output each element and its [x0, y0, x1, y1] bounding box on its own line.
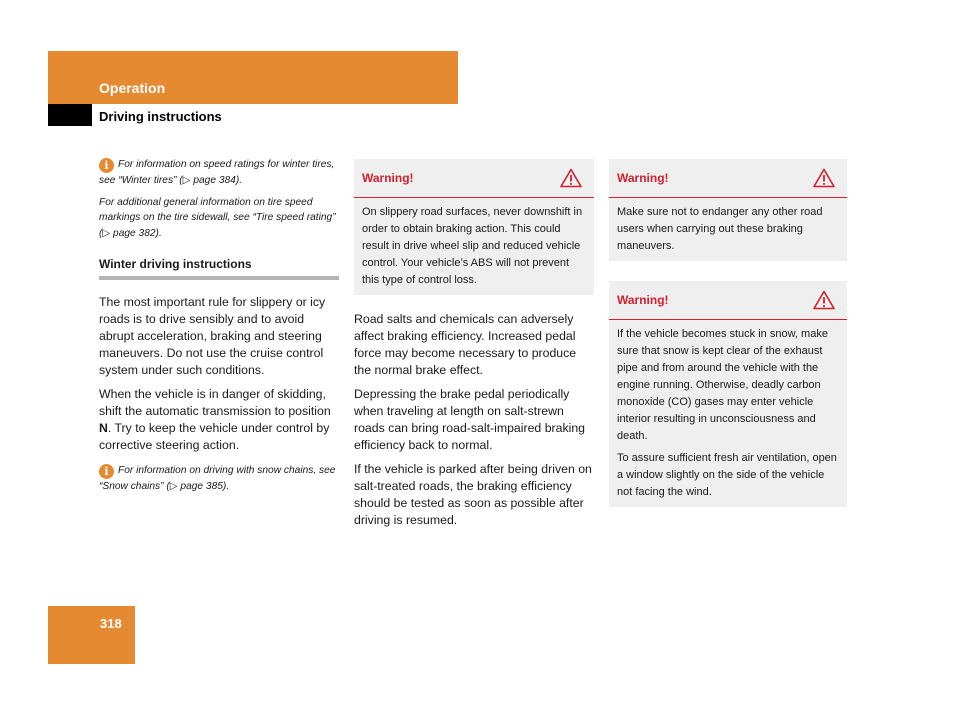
info-note-tire-speed: For additional general information on tire speed markings on the tire sidewall, see “Tire speed rating” (▷ page 382).: [99, 196, 336, 239]
warning-header: [609, 159, 847, 198]
warning-triangle-icon: [813, 168, 835, 188]
warning-header: [354, 159, 594, 198]
warning-box-road-users: [609, 159, 847, 261]
column-middle: [354, 159, 594, 529]
warning-header: [609, 281, 847, 320]
warning-body: [609, 198, 847, 261]
warning-label: Warning!: [617, 293, 669, 307]
header-bar: [48, 51, 458, 104]
warning-label: Warning!: [617, 171, 669, 185]
column-left: [99, 157, 339, 495]
info-note-speed-ratings: [99, 157, 339, 189]
warning-label: Warning!: [362, 171, 414, 185]
warning-text-exhaust: If the vehicle becomes stuck in snow, make sure that snow is kept clear of the exhaust pipe and from around the vehicle with the engine running. Otherwise, deadly carbon monoxide (CO) gases may enter vehicle interior resulting in unconsciousness and death.: [617, 328, 828, 442]
paragraph-parked-vehicle: If the vehicle is parked after being driven on salt-treated roads, the braking efficiency should be tested as soon as possible after driving is resumed.: [354, 462, 592, 527]
warning-body: [609, 320, 847, 507]
section-title: Operation: [99, 80, 166, 96]
warning-text-ventilation: To assure sufficient fresh air ventilation, open a window slightly on the side of the vehicle not facing the wind.: [617, 452, 837, 498]
paragraph-slippery-roads: The most important rule for slippery or icy roads is to drive sensibly and to avoid abrupt acceleration, braking and steering maneuvers. Do not use the cruise control system under such conditions.: [99, 295, 326, 377]
paragraph-skidding-post: . Try to keep the vehicle under control by corrective steering action.: [99, 421, 330, 452]
warning-body: [354, 198, 594, 295]
info-note-text: For information on driving with snow chains, see “Snow chains” (▷ page 385).: [99, 465, 336, 492]
page-number-box: [48, 606, 135, 664]
info-icon: i: [99, 158, 114, 173]
paragraph-skidding: [99, 386, 339, 454]
page-number: 318: [100, 616, 122, 631]
warning-triangle-icon: [560, 168, 582, 188]
info-note-text: For information on speed ratings for winter tires, see “Winter tires” (▷ page 384).: [99, 159, 335, 186]
info-note-snow-chains: [99, 463, 339, 495]
subsection-title: Driving instructions: [99, 109, 222, 124]
warning-box-downshift: [354, 159, 594, 295]
paragraph-road-salts: Road salts and chemicals can adversely affect braking efficiency. Increased pedal force may become necessary to produce the normal brake effect.: [354, 312, 577, 377]
paragraph-skidding-pre: When the vehicle is in danger of skidding, shift the automatic transmission to position: [99, 387, 331, 418]
subheading-winter-driving: Winter driving instructions: [99, 257, 339, 280]
warning-text: Make sure not to endanger any other road users when carrying out these braking maneuvers.: [617, 206, 823, 252]
warning-text: On slippery road surfaces, never downshift in order to obtain braking action. This could result in drive wheel slip and reduced vehicle control. Your vehicle’s ABS will not prevent this type of control loss.: [362, 206, 583, 286]
warning-box-stuck-in-snow: [609, 281, 847, 507]
gear-position-n: N: [99, 421, 108, 435]
column-right: [609, 159, 847, 507]
section-tab-marker: [48, 104, 92, 126]
paragraph-brake-pedal: Depressing the brake pedal periodically when traveling at length on salt-strewn roads can bring road-salt-impaired braking efficiency back to normal.: [354, 387, 586, 452]
info-icon: i: [99, 464, 114, 479]
warning-triangle-icon: [813, 290, 835, 310]
